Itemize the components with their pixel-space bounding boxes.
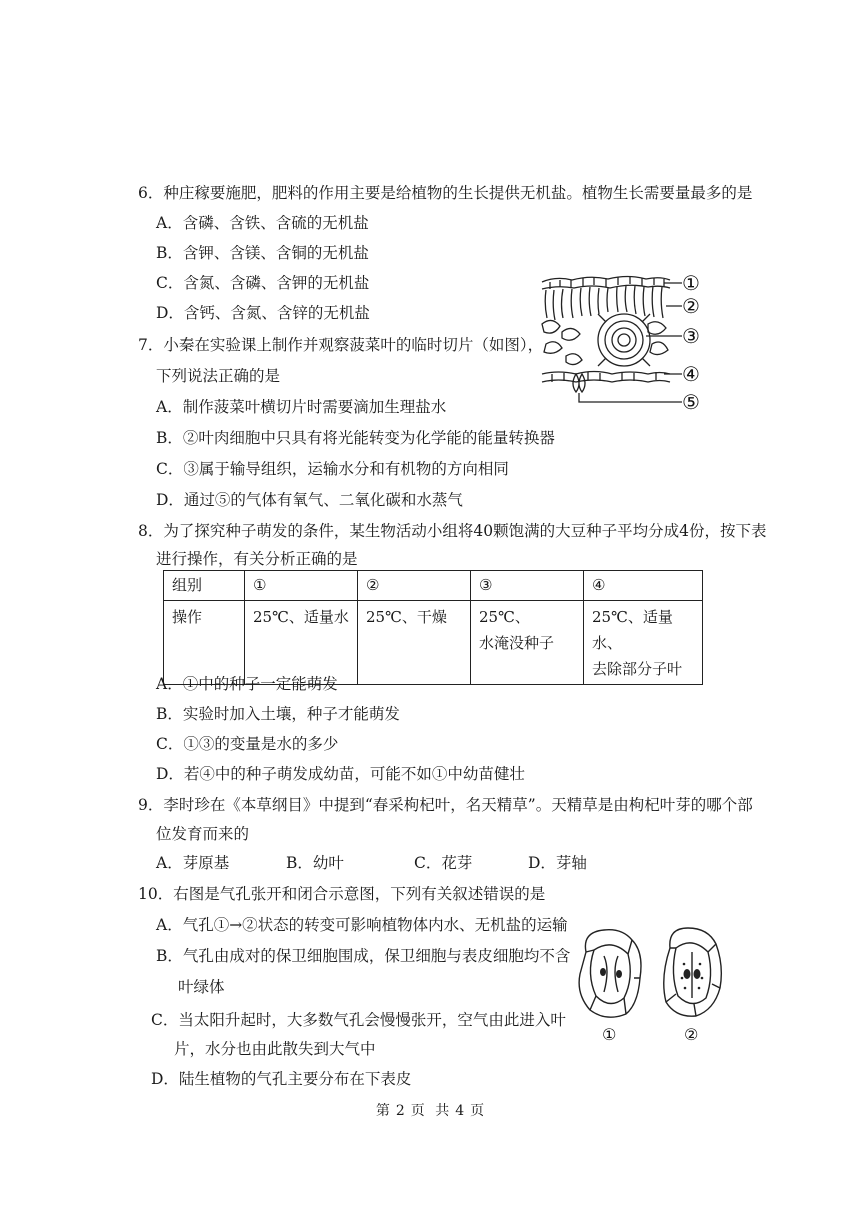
q10-option-c-line1: C．当太阳升起时，大多数气孔会慢慢张开，空气由此进入叶: [151, 1011, 566, 1029]
footer-text: 页: [470, 1103, 485, 1119]
q8-option-b: B．实验时加入土壤，种子才能萌发: [156, 705, 400, 723]
q10-option-b-line2: 叶绿体: [178, 978, 225, 996]
stomata-figure: [572, 922, 732, 1047]
q9-option-b: B．幼叶: [286, 854, 344, 872]
q10-option-c-line2: 片，水分也由此散失到大气中: [174, 1040, 376, 1058]
table-cell: 25℃、适量水: [245, 601, 358, 685]
q7-option-b: B．②叶肉细胞中只具有将光能转变为化学能的能量转换器: [156, 429, 555, 447]
stoma-label-2: ②: [684, 1025, 699, 1044]
q10-option-d: D．陆生植物的气孔主要分布在下表皮: [151, 1070, 412, 1088]
table-row-label: 操作: [164, 601, 245, 685]
footer-text: 共: [435, 1103, 450, 1119]
q7-stem-line2: 下列说法正确的是: [156, 367, 281, 385]
q6-option-c: C．含氮、含磷、含钾的无机盐: [156, 274, 370, 292]
leaf-label-4: ④: [682, 362, 700, 386]
leaf-cross-section-figure: [536, 262, 712, 414]
q9-stem-line2: 位发育而来的: [156, 825, 250, 843]
q7-option-d: D．通过⑤的气体有氧气、二氧化碳和水蒸气: [156, 491, 463, 509]
table-header-cell: 组别: [164, 571, 245, 601]
table-header-row: [164, 571, 703, 601]
q8-stem-line1: 8．为了探究种子萌发的条件，某生物活动小组将40颗饱满的大豆种子平均分成4份，按下表: [138, 522, 767, 540]
q7-stem-line1: 7．小秦在实验课上制作并观察菠菜叶的临时切片（如图），: [138, 336, 544, 354]
q6-option-b: B．含钾、含镁、含铜的无机盐: [156, 244, 369, 262]
q9-options-row: [156, 853, 716, 873]
table-header-cell: ②: [358, 571, 471, 601]
q8-experiment-table: [163, 570, 703, 685]
q10-option-a: A．气孔①→②状态的转变可影响植物体内水、无机盐的运输: [156, 916, 568, 934]
q9-option-a: A．芽原基: [156, 854, 230, 872]
q6-stem: 6．种庄稼要施肥，肥料的作用主要是给植物的生长提供无机盐。植物生长需要量最多的是: [138, 184, 753, 202]
q9-option-c: C．花芽: [414, 854, 473, 872]
table-header-cell: ③: [471, 571, 584, 601]
table-cell: 25℃、 水淹没种子: [471, 601, 584, 685]
table-cell: 25℃、适量水、 去除部分子叶: [584, 601, 703, 685]
leaf-label-3: ③: [682, 324, 700, 348]
q8-stem-line2: 进行操作，有关分析正确的是: [156, 550, 358, 568]
q8-option-c: C．①③的变量是水的多少: [156, 735, 339, 753]
page-footer: [0, 1100, 860, 1120]
table-header-cell: ④: [584, 571, 703, 601]
table-cell: 25℃、干燥: [358, 601, 471, 685]
leaf-label-1: ①: [682, 271, 700, 295]
q9-stem-line1: 9．李时珍在《本草纲目》中提到“春采枸杞叶，名天精草”。天精草是由枸杞叶芽的哪个部: [138, 796, 753, 814]
page-number: 2: [395, 1103, 405, 1119]
q7-option-a: A．制作菠菜叶横切片时需要滴加生理盐水: [156, 398, 447, 416]
footer-text: 页: [410, 1103, 425, 1119]
q6-option-a: A．含磷、含铁、含硫的无机盐: [156, 214, 369, 232]
page-total: 4: [455, 1103, 465, 1119]
q8-option-d: D．若④中的种子萌发成幼苗，可能不如①中幼苗健壮: [156, 765, 525, 783]
q7-option-c: C．③属于输导组织，运输水分和有机物的方向相同: [156, 460, 509, 478]
leaf-label-2: ②: [682, 294, 700, 318]
table-row: [164, 601, 703, 685]
footer-text: 第: [375, 1103, 390, 1119]
leaf-label-5: ⑤: [682, 390, 700, 414]
q6-option-d: D．含钙、含氮、含锌的无机盐: [156, 304, 370, 322]
q10-stem: 10．右图是气孔张开和闭合示意图，下列有关叙述错误的是: [138, 885, 546, 903]
stoma-label-1: ①: [602, 1025, 617, 1044]
q9-option-d: D．芽轴: [528, 854, 587, 872]
q10-option-b-line1: B．气孔由成对的保卫细胞围成，保卫细胞与表皮细胞均不含: [156, 947, 571, 965]
q8-option-a: A．①中的种子一定能萌发: [156, 675, 338, 693]
table-header-cell: ①: [245, 571, 358, 601]
